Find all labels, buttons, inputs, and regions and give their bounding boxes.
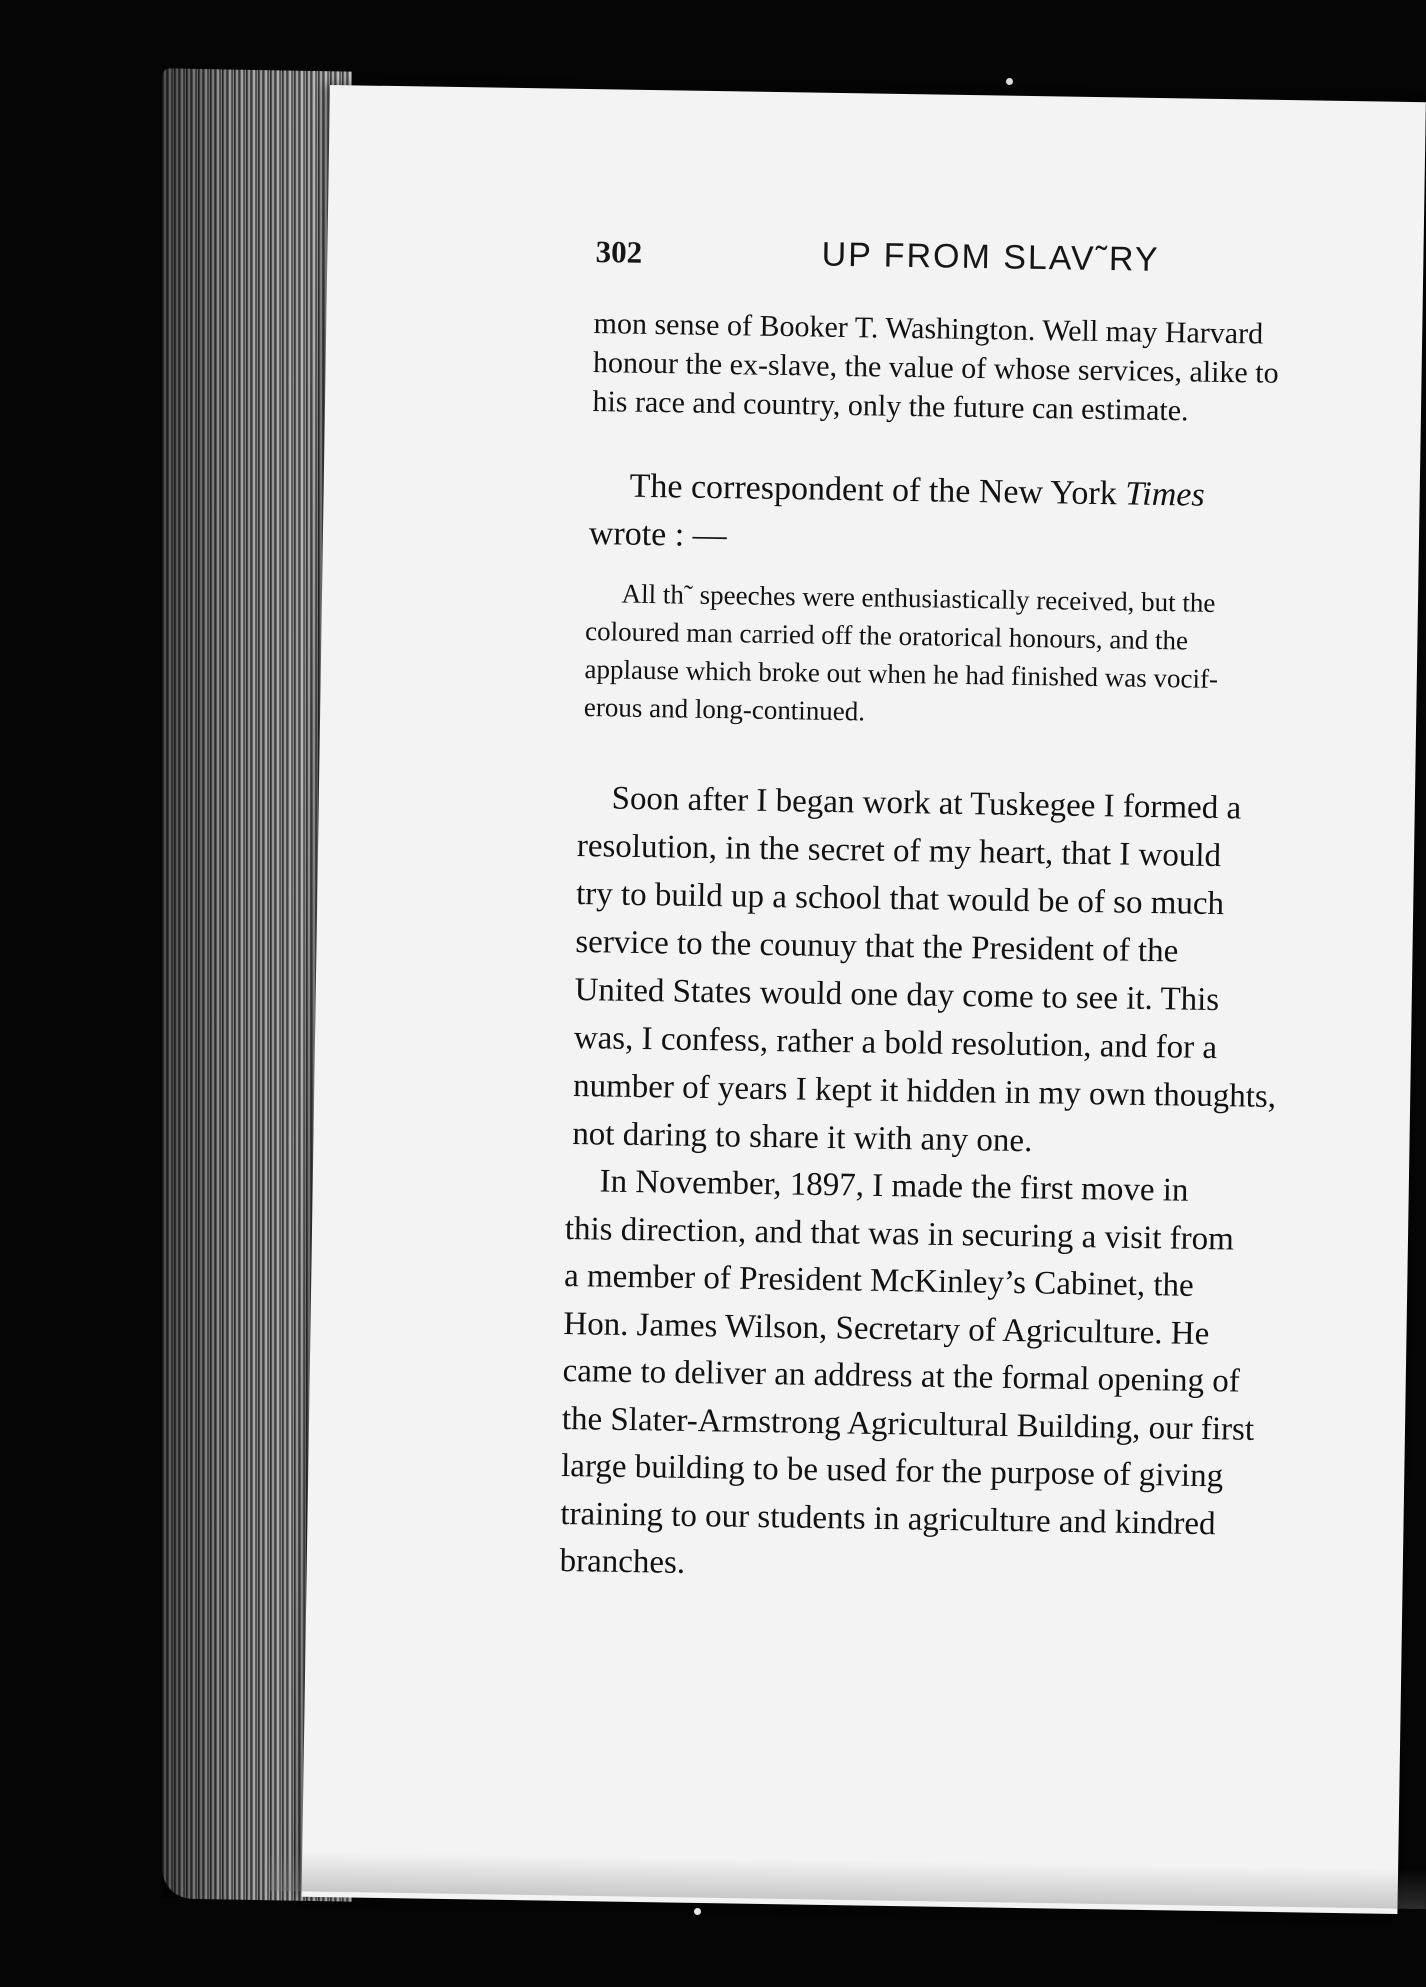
- text-line: Hon. James Wilson, Secretary of Agriculture. He: [563, 1305, 1210, 1352]
- newspaper-name: Times: [1125, 475, 1205, 514]
- running-head: UP FROM SLAV˜RY: [821, 235, 1160, 279]
- text-line: service to the counuy that the President of the: [575, 923, 1179, 970]
- text-line: the Slater-Armstrong Agricultural Building, our first: [561, 1400, 1255, 1448]
- text-line: training to our students in agriculture and kindred: [560, 1495, 1216, 1542]
- text-line: try to build up a school that would be of so much: [575, 875, 1225, 923]
- body-paragraph: [572, 774, 1281, 1169]
- scan-speck: [1006, 78, 1013, 85]
- text-line: branches.: [559, 1542, 686, 1581]
- text-line: number of years I kept it hidden in my own thoughts,: [572, 1067, 1277, 1116]
- text-line: mon sense of Booker T. Washington. Well may Harvard: [593, 306, 1264, 351]
- page-number: 302: [595, 233, 643, 270]
- text-line: All th˜ speeches were enthusiastically received, but the: [621, 578, 1216, 618]
- scan-speck: [694, 1908, 701, 1915]
- text-line: wrote : —: [588, 514, 728, 555]
- text-line: came to deliver an address at the formal opening of: [562, 1352, 1241, 1400]
- text-line: this direction, and that was in securing a visit from: [564, 1210, 1235, 1257]
- text-line: coloured man carried off the oratorical honours, and the: [584, 615, 1189, 656]
- text-line: not daring to share it with any one.: [572, 1115, 1033, 1160]
- text-line: erous and long-continued.: [583, 691, 866, 727]
- text-line: large building to be used for the purpose of giving: [560, 1447, 1224, 1495]
- intro-paragraph: [592, 304, 1394, 434]
- text-line: his race and country, only the future can estimate.: [592, 384, 1189, 428]
- text-line: Soon after I began work at Tuskegee I formed a: [611, 780, 1242, 827]
- text-line: In November, 1897, I made the first move in: [599, 1163, 1189, 1209]
- correspondent-text: The correspondent of the New York: [629, 467, 1126, 513]
- text-line: honour the ex-slave, the value of whose services, alike to: [592, 345, 1279, 390]
- text-line: resolution, in the secret of my heart, that I would: [576, 827, 1222, 875]
- text-line: a member of President McKinley’s Cabinet, the: [563, 1257, 1194, 1304]
- text-line: was, I confess, rather a bold resolution, and for a: [573, 1019, 1218, 1067]
- body-paragraph: [559, 1158, 1258, 1596]
- text-line: United States would one day come to see it. This: [574, 971, 1220, 1019]
- correspondent-paragraph: [588, 462, 1205, 568]
- text-line: applause which broke out when he had finished was vocif-: [584, 653, 1219, 694]
- block-quote: [584, 574, 1220, 736]
